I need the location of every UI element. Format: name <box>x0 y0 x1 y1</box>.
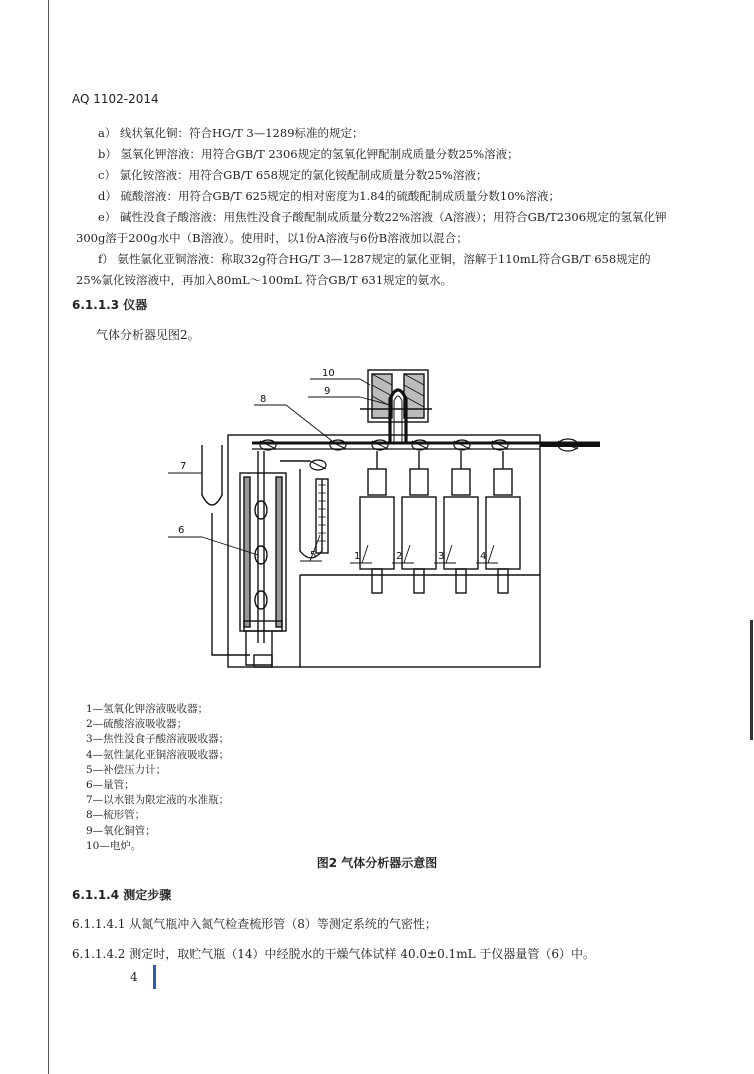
reagent-a: a） 线状氧化铜：符合HG/T 3—1289标准的规定； <box>98 126 364 140</box>
legend-item: 6—量管； <box>86 779 135 792</box>
legend-item: 8—梳形管； <box>86 809 146 822</box>
cabinet-frame <box>228 435 540 667</box>
legend-item: 9—氧化铜管； <box>86 824 156 837</box>
legend-item: 10—电炉。 <box>86 839 142 852</box>
reagent-f: f） 氨性氯化亚铜溶液：称取32g符合HG/T 3—1287规定的氯化亚铜，溶解于110mL符合GB/T 658规定的25%氯化铵溶液中，再加入80mL～100mL 符合GB/T 631规定的氨水。 <box>76 252 651 287</box>
page-number-bar <box>153 965 156 989</box>
legend-item: 5—补偿压力计； <box>86 763 167 776</box>
reagent-b: b） 氢氧化钾溶液：用符合GB/T 2306规定的氢氧化钾配制成质量分数25%溶液； <box>98 147 519 161</box>
label-7: 7 <box>180 461 187 472</box>
label-4: 4 <box>480 551 487 562</box>
step-1: 6.1.1.4.1 从氮气瓶冲入氮气检查梳形管（8）等测定系统的气密性； <box>72 917 437 931</box>
label-8: 8 <box>260 394 267 405</box>
label-10: 10 <box>322 368 335 379</box>
leveling-bottle <box>202 445 222 505</box>
label-6: 6 <box>178 525 185 536</box>
legend-item: 7—以水银为限定液的水准瓶； <box>86 794 230 807</box>
legend-item: 2—硫酸溶液吸收器； <box>86 718 188 731</box>
standard-code-header: AQ 1102-2014 <box>72 92 159 106</box>
figure-caption: 图2 气体分析器示意图 <box>316 856 438 870</box>
legend-item: 3—焦性没食子酸溶液吸收器； <box>86 733 230 746</box>
reagent-e: e） 碱性没食子酸溶液：用焦性没食子酸配制成质量分数22%溶液（A溶液）；用符合GB/T2306规定的氢氧化钾300g溶于200g水中（B溶液）。使用时，以1份A溶液与6份B溶液加以混合； <box>76 210 667 245</box>
section-title-instrument: 6.1.1.3 仪器 <box>72 298 148 312</box>
step-2: 6.1.1.4.2 测定时，取贮气瓶（14）中经脱水的干燥气体试样 40.0±0.1mL 于仪器量管（6）中。 <box>72 947 595 961</box>
section-title-steps: 6.1.1.4 测定步骤 <box>72 888 172 902</box>
label-5: 5 <box>310 550 317 561</box>
absorbers <box>360 451 520 593</box>
reagent-d: d） 硫酸溶液：用符合GB/T 625规定的相对密度为1.84的硫酸配制成质量分数10%溶液； <box>98 189 560 203</box>
compensation-manometer <box>300 469 322 558</box>
label-9: 9 <box>324 386 331 397</box>
figure-legend <box>86 702 229 854</box>
left-margin-rule <box>48 0 49 1074</box>
label-2: 2 <box>396 551 403 562</box>
gas-analyzer-diagram <box>160 365 600 695</box>
legend-item: 4—氨性氯化亚铜溶液吸收器； <box>86 748 230 761</box>
label-3: 3 <box>438 551 445 562</box>
label-1: 1 <box>354 551 361 562</box>
legend-item: 1—氢氧化钾溶液吸收器； <box>86 703 209 715</box>
page-number: 4 <box>130 970 138 984</box>
right-edge-mark <box>750 620 753 740</box>
instrument-text: 气体分析器见图2。 <box>96 328 200 342</box>
reagent-c: c） 氯化铵溶液：用符合GB/T 658规定的氯化铵配制成质量分数25%溶液； <box>98 168 488 182</box>
